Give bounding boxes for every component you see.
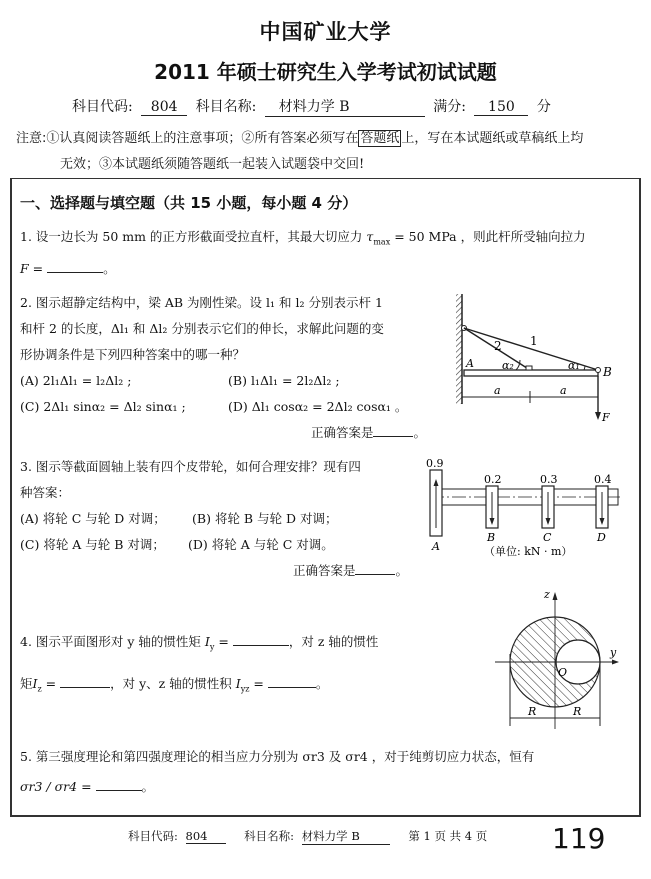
y-axis-arrow-icon xyxy=(612,660,619,665)
q5-eq: = xyxy=(81,779,92,794)
q3-options-row-1 xyxy=(20,506,420,532)
marks-unit: 分 xyxy=(536,99,551,115)
footer-subject-code: 804 xyxy=(186,829,226,844)
z-axis-arrow-icon xyxy=(553,592,558,600)
z-axis-label: z xyxy=(544,588,550,601)
q2-answer-line xyxy=(20,420,440,446)
q4-cross-section-figure xyxy=(470,584,620,732)
q4-eq-1: = xyxy=(218,634,229,649)
q4-text-d: ，对 y、z 轴的惯性积 xyxy=(110,675,232,691)
answer-sheet-box: 答题纸 xyxy=(360,131,400,146)
q1-tau-sub: max xyxy=(373,237,391,247)
q4-iyz-blank[interactable] xyxy=(268,675,316,688)
notice-line-2: 无效；③本试题纸须随答题纸一起装入试题袋中交回! xyxy=(60,157,365,172)
pulley-a-torque: 0.9 xyxy=(426,457,444,470)
q2-option-b-label: (B) xyxy=(228,373,247,388)
subject-meta xyxy=(72,96,551,117)
notice-label: 注意: xyxy=(16,131,47,146)
q2-option-c xyxy=(20,394,228,420)
q3-option-a-text: 将轮 C 与轮 D 对调； xyxy=(42,511,166,526)
q5-end: 。 xyxy=(141,779,155,794)
question-1 xyxy=(20,224,630,282)
origin-label: O xyxy=(558,666,568,679)
pulley-c-torque: 0.3 xyxy=(540,473,558,486)
notice-part2: 上，写在本试题纸或草稿纸上均 xyxy=(401,131,584,146)
q2-option-d-label: (D) xyxy=(228,399,248,414)
section-title: 一、选择题与填空题（共 15 小题，每小题 4 分） xyxy=(20,194,358,212)
dimension-a2-label: a xyxy=(560,384,567,397)
q3-option-d xyxy=(188,532,334,558)
q3-option-b-label: (B) xyxy=(192,511,211,526)
q2-option-b xyxy=(228,368,340,394)
full-marks: 150 xyxy=(474,99,528,116)
dimension-a1-label: a xyxy=(494,384,501,397)
q2-option-d xyxy=(228,394,407,420)
q2-option-b-text: l₁Δl₁ = 2l₂Δl₂ ; xyxy=(250,373,340,388)
q2-option-a xyxy=(20,368,228,394)
q4-iyz-sub: yz xyxy=(240,684,250,693)
q2-structure-figure xyxy=(450,290,620,430)
force-arrow-icon xyxy=(595,412,601,420)
q3-option-c-label: (C) xyxy=(20,537,40,552)
question-4 xyxy=(20,624,460,707)
q2-line-2: 和杆 2 的长度，Δl₁ 和 Δl₂ 分别表示它们的伸长，求解此问题的变 xyxy=(20,321,384,336)
q2-option-d-text: Δl₁ cosα₂ = 2Δl₂ cosα₁ 。 xyxy=(251,399,408,414)
question-3 xyxy=(20,454,420,584)
footer-name-label: 科目名称: xyxy=(244,829,295,843)
q5-ratio: σr3 / σr4 xyxy=(20,779,78,794)
q3-option-d-text: 将轮 A 与轮 C 对调。 xyxy=(211,537,334,552)
q1-text-b: = 50 MPa ，则此杆所受轴向拉力 xyxy=(394,229,586,244)
exam-title: 2011 年硕士研究生入学考试初试试题 xyxy=(154,60,497,84)
q2-option-c-text: 2Δl₁ sinα₂ = Δl₂ sinα₁ ; xyxy=(43,399,186,414)
q3-line-1: 3. 图示等截面圆轴上装有四个皮带轮，如何合理安排？现有四 xyxy=(20,459,361,474)
q4-text-a: 4. 图示平面图形对 y 轴的惯性矩 xyxy=(20,634,201,649)
q1-line-1 xyxy=(20,224,630,256)
subject-name: 材料力学 B xyxy=(265,96,425,117)
radius-right-label: R xyxy=(573,705,582,718)
bar2-joint xyxy=(526,366,532,370)
q4-iy-blank[interactable] xyxy=(233,633,289,646)
q4-line-1 xyxy=(20,624,460,666)
pulley-c-label: C xyxy=(543,531,552,544)
q2-answer-label: 正确答案是 xyxy=(310,425,374,440)
q2-options-row-2 xyxy=(20,394,440,420)
full-marks-label: 满分: xyxy=(433,99,466,115)
subject-code-label: 科目代码: xyxy=(72,99,133,115)
q2-options-row-1 xyxy=(20,368,440,394)
bar-2-label: 2 xyxy=(494,339,502,353)
q5-line-1: 5. 第三强度理论和第四强度理论的相当应力分别为 σr3 及 σr4 ，对于纯剪切应力状态，恒有 xyxy=(20,749,535,764)
subject-code: 804 xyxy=(141,99,187,116)
q2-option-a-label: (A) xyxy=(20,373,39,388)
q2-option-c-label: (C) xyxy=(20,399,40,414)
page-footer xyxy=(128,828,487,845)
q3-answer-line xyxy=(20,558,420,584)
notice-part1: ①认真阅读答题纸上的注意事项；②所有答案必须写在 xyxy=(46,131,359,146)
q3-option-a-label: (A) xyxy=(20,511,39,526)
q4-text-b: ，对 z 轴的惯性 xyxy=(288,634,379,649)
q3-answer-blank[interactable] xyxy=(355,562,395,575)
q1-end: 。 xyxy=(103,260,116,276)
q3-option-c-text: 将轮 A 与轮 B 对调； xyxy=(43,537,165,552)
q1-answer-blank[interactable] xyxy=(47,260,103,273)
point-b-label: B xyxy=(603,365,612,379)
alpha2-label: α₂ xyxy=(502,359,514,372)
q2-line-1: 2. 图示超静定结构中，梁 AB 为刚性梁。设 l₁ 和 l₂ 分别表示杆 1 xyxy=(20,295,383,310)
notice-line-1 xyxy=(16,126,641,152)
q4-iy: I xyxy=(204,634,210,649)
q4-iz-sub: z xyxy=(37,684,42,693)
q4-line-2 xyxy=(20,666,460,708)
q2-answer-blank[interactable] xyxy=(373,424,413,437)
q1-tau: τ xyxy=(366,229,374,244)
q4-eq-3: = xyxy=(253,675,264,691)
q3-line-2: 种答案： xyxy=(20,485,71,500)
q1-var-f: F xyxy=(20,260,29,276)
q5-line-2 xyxy=(20,772,632,802)
pulley-d-torque: 0.4 xyxy=(594,473,612,486)
radius-left-label: R xyxy=(528,705,537,718)
torque-unit: （单位: kN · m） xyxy=(484,545,573,558)
q4-iyz: I xyxy=(235,675,241,691)
q4-iy-sub: y xyxy=(209,642,215,652)
wall-hatch xyxy=(456,294,462,404)
q3-option-b-text: 将轮 B 与轮 D 对调； xyxy=(214,511,338,526)
pulley-b-label: B xyxy=(487,531,496,544)
q3-option-c xyxy=(20,532,188,558)
q4-iz: I xyxy=(32,675,38,691)
joint-b xyxy=(596,368,601,373)
q1-line-2 xyxy=(20,256,630,282)
point-a-label: A xyxy=(466,357,474,370)
q2-option-a-text: 2l₁Δl₁ = l₂Δl₂ ; xyxy=(42,373,132,388)
q5-answer-blank[interactable] xyxy=(96,778,142,791)
q2-line-3: 形协调条件是下列四种答案中的哪一种？ xyxy=(20,347,246,362)
q3-shaft-figure xyxy=(418,456,623,576)
q4-text-c: 矩 xyxy=(20,675,33,691)
q3-option-a xyxy=(20,506,192,532)
handwritten-note: 119 xyxy=(552,822,606,855)
q3-option-d-label: (D) xyxy=(188,537,208,552)
q3-options-row-2 xyxy=(20,532,420,558)
q4-end: 。 xyxy=(315,675,329,691)
question-5 xyxy=(20,742,632,802)
y-axis-label: y xyxy=(610,646,617,659)
q1-eq: = xyxy=(32,260,44,276)
alpha1-label: α₁ xyxy=(568,359,580,372)
q4-eq-2: = xyxy=(45,675,57,691)
q1-text-a: 1. 设一边长为 50 mm 的正方形截面受拉直杆，其最大切应力 xyxy=(20,229,363,244)
pulley-d-label: D xyxy=(597,531,606,544)
university-title: 中国矿业大学 xyxy=(259,20,392,44)
pulley-a-label: A xyxy=(432,540,440,553)
q2-answer-end: 。 xyxy=(413,425,426,440)
footer-subject-name: 材料力学 B xyxy=(302,828,390,845)
bar-1-label: 1 xyxy=(530,334,538,348)
question-2 xyxy=(20,290,440,446)
footer-code-label: 科目代码: xyxy=(128,829,178,843)
force-f-label: F xyxy=(602,411,610,424)
subject-name-label: 科目名称: xyxy=(195,99,257,115)
q3-answer-end: 。 xyxy=(395,563,408,578)
q3-answer-label: 正确答案是 xyxy=(292,563,356,578)
notice xyxy=(16,126,641,178)
q3-option-b xyxy=(192,506,338,532)
page-info: 第 1 页 共 4 页 xyxy=(408,829,488,843)
q4-iz-blank[interactable] xyxy=(60,675,110,688)
pulley-b-torque: 0.2 xyxy=(484,473,502,486)
